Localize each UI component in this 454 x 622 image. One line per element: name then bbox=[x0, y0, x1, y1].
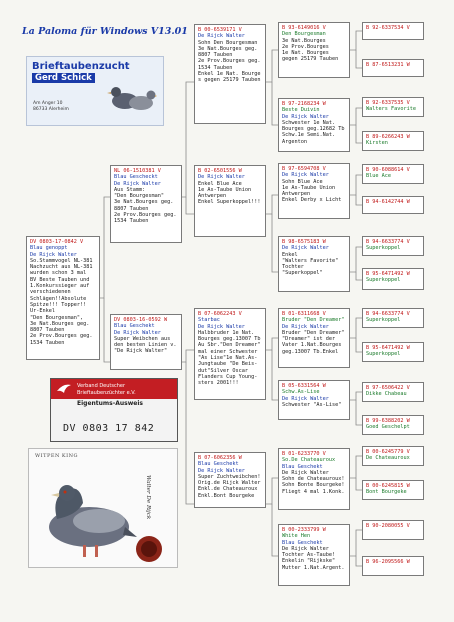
g4-7-ring: B 94-6633774 V bbox=[366, 239, 410, 245]
dam-ring: DV 0803-16-0592 W bbox=[114, 317, 168, 323]
g3-3-note: Sohn Blue Ace 1e As-Taube Union Antwerpen Enkel Derby x Licht bbox=[282, 178, 342, 204]
pedigree-dam bbox=[110, 314, 182, 370]
pedigree-g4-12 bbox=[362, 415, 424, 435]
g4-8-name: Superkoppel bbox=[366, 277, 401, 284]
pedigree-g4-7 bbox=[362, 236, 424, 256]
g4-14-ring: B 00-6245815 W bbox=[366, 483, 410, 489]
g3-3-breeder: De Rijck Walter bbox=[282, 172, 329, 179]
breeder-address-street: Am Anger 10 bbox=[33, 101, 63, 106]
pedigree-g4-11 bbox=[362, 382, 424, 402]
g3-1-note: 3e Nat.Bourges 2e Prov.Bourges 1e Nat. Bourges gegen 25179 Tauben bbox=[282, 37, 339, 63]
g3-2-name: Beste Duivin bbox=[282, 107, 320, 114]
pedigree-g4-9 bbox=[362, 308, 424, 328]
g4-10-name: Superkoppel bbox=[366, 351, 401, 358]
org-name-line-2: Brieftaubenzüchter e.V. bbox=[77, 390, 136, 396]
g4-9-ring: B 94-6633774 V bbox=[366, 311, 410, 317]
pigeon-photo-icon bbox=[37, 467, 137, 563]
pedigree-g3-5 bbox=[278, 308, 350, 368]
sire-sire-ring: B 00-6539171 V bbox=[198, 27, 242, 33]
pedigree-g4-14 bbox=[362, 480, 424, 500]
g3-7-breeder: Blau Geschekt bbox=[282, 463, 323, 470]
g3-7-ring: B 01-6233770 V bbox=[282, 451, 326, 457]
sire-sire-note: Sohn Den Bourgesman 3e Nat.Bourges geg. 8807 Tauben 2e Prov.Bourges geg. 1534 Tauben Enkel 1e Nat. Bourge s gegen 25179 Tauben bbox=[198, 39, 261, 84]
breeder-name: Gerd Schick bbox=[32, 73, 95, 83]
pedigree-subject bbox=[26, 236, 100, 360]
photo-card-caption: Walter De Rijck bbox=[145, 475, 151, 520]
subject-color: Blau genoppt bbox=[30, 245, 68, 252]
g4-9-name: Superkoppel bbox=[366, 317, 401, 324]
g4-4-name: Kirsten bbox=[366, 140, 388, 147]
sire-color: Blau Gescheckt bbox=[114, 174, 158, 181]
subject-note: So.Stammvogel NL-381 Nachzucht aus NL-381 wurden schon 3 mal BV Beste Tauben und 1.Konkurssieger auf verschiedenen Schlägen!!Absolute Spitze!!! Topper!! Ur-Enkel "Den Bourgesman", 3e Nat.Bourges geg. 8807 Tauben 2e Prov.Bourges geg. 1534 Tauben bbox=[30, 257, 93, 346]
g3-5-breeder: De Rijck Walter bbox=[282, 323, 329, 330]
g3-6-ring: B 05-6331564 W bbox=[282, 383, 326, 389]
g4-6-ring: B 94-6142744 W bbox=[366, 199, 410, 205]
g3-8-note: De Rijck Walter Tochter As-Taube! Enkelin "Rijkske" Mutter 1.Nat.Argent. bbox=[282, 545, 345, 571]
subject-breeder: De Rijck Walter bbox=[30, 251, 77, 258]
sire-dam-breeder: De Rijck Walter bbox=[198, 174, 245, 181]
software-title: La Paloma für Windows V13.01 bbox=[22, 26, 188, 37]
g4-10-ring: B 95-6471492 W bbox=[366, 345, 410, 351]
g3-8-name: White Hen bbox=[282, 533, 311, 540]
g3-5-name: Bruder "Den Dreamer" bbox=[282, 317, 345, 324]
breeder-heading: Brieftaubenzucht bbox=[32, 61, 130, 72]
pedigree-g4-2 bbox=[362, 59, 424, 77]
g3-8-breeder: Blau Geschekt bbox=[282, 539, 323, 546]
sire-dam-note: Enkel Blue Ace 1e As-Taube Union Antwerpen Enkel Superkoppel!!! bbox=[198, 180, 261, 206]
g3-7-note: De Rijck Walter Sohn de Chateauroux! Sohn Bonte Bourgeke! Fliegt 4 mal 1.Konk. bbox=[282, 469, 345, 495]
g4-2-ring: B 87-6513231 W bbox=[366, 62, 410, 68]
g4-13-name: De Chateauroux bbox=[366, 455, 410, 462]
sire-sire-breeder: De Rijck Walter bbox=[198, 33, 245, 40]
pedigree-g4-4 bbox=[362, 131, 424, 151]
dam-dam-ring: B 07-6062356 W bbox=[198, 455, 242, 461]
g3-3-ring: B 97-6594708 V bbox=[282, 166, 326, 172]
g4-15-ring: B 90-2080055 V bbox=[366, 523, 410, 529]
sire-note: Aus Stamm: "Den Bourgesman" 3e Nat.Bourges geg. 8807 Tauben 2e Prov.Bourges geg. 1534 Tauben bbox=[114, 186, 177, 225]
ownership-card-label: Eigentums-Ausweis bbox=[77, 400, 143, 407]
pedigree-dam-dam bbox=[194, 452, 266, 508]
wax-seal-icon bbox=[135, 535, 163, 563]
pedigree-sire-dam bbox=[194, 165, 266, 237]
dam-dam-note: Super Zuchtweibchen! Orig.de Rijck Walter Enkl.de Chateauroux Enkl.Bont Bourgeke bbox=[198, 473, 261, 499]
pedigree-sire bbox=[110, 165, 182, 243]
g4-12-name: Goed Geschelpt bbox=[366, 424, 410, 431]
g4-5-name: Blue Ace bbox=[366, 173, 391, 180]
dove-logo-icon bbox=[55, 381, 73, 397]
g3-5-note: Bruder "Den Dreamer" "Dreamer" ist der Vater 1.Nat.Bourges geg.13007 Tb.Enkel bbox=[282, 329, 345, 355]
pedigree-g4-8 bbox=[362, 268, 424, 290]
pedigree-g3-7 bbox=[278, 448, 350, 510]
pedigree-g4-5 bbox=[362, 164, 424, 184]
ownership-card-number: DV 0803 17 842 bbox=[63, 423, 155, 434]
g3-6-name: Schw.As-Lise bbox=[282, 389, 320, 396]
g4-3-name: Walters Favorite bbox=[366, 106, 416, 113]
g4-14-name: Bont Bourgeke bbox=[366, 489, 407, 496]
g4-8-ring: B 95-6471492 W bbox=[366, 271, 410, 277]
pedigree-g4-13 bbox=[362, 446, 424, 466]
g4-3-ring: B 92-6337535 V bbox=[366, 100, 410, 106]
g4-4-ring: B 89-6266243 W bbox=[366, 134, 410, 140]
g4-12-ring: B 99-6388202 W bbox=[366, 418, 410, 424]
photo-card-brand: WITPEN KING bbox=[35, 453, 79, 459]
sire-breeder: De Rijck Walter bbox=[114, 180, 161, 187]
pedigree-g4-10 bbox=[362, 342, 424, 362]
dam-note: Super Weibchen aus den besten Linien v. "De Rijck Walter" bbox=[114, 335, 177, 355]
g4-13-ring: B 00-6245779 V bbox=[366, 449, 410, 455]
pedigree-g3-6 bbox=[278, 380, 350, 420]
pedigree-g3-4 bbox=[278, 236, 350, 292]
pedigree-sire-sire bbox=[194, 24, 266, 124]
g4-7-name: Superkoppel bbox=[366, 245, 401, 252]
pedigree-g3-8 bbox=[278, 524, 350, 586]
g3-2-breeder: De Rijck Walter bbox=[282, 113, 329, 120]
dam-breeder: De Rijck Walter bbox=[114, 329, 161, 336]
breeder-address-city: 86733 Alerheim bbox=[33, 107, 69, 112]
g3-4-breeder: De Rijck Walter bbox=[282, 245, 329, 252]
g3-5-ring: B 01-6311668 V bbox=[282, 311, 326, 317]
dam-sire-color: Starbac bbox=[198, 317, 220, 324]
g3-7-name: So.De Chateauroux bbox=[282, 457, 336, 464]
pigeon-photo-card bbox=[28, 448, 178, 568]
g4-11-name: Dikke Chabeau bbox=[366, 391, 407, 398]
g4-1-ring: B 92-6337534 V bbox=[366, 25, 410, 31]
g3-4-note: Enkel "Walters Favorite" Tochter "Superkoppel" bbox=[282, 251, 339, 277]
g4-11-ring: B 97-6506422 V bbox=[366, 385, 410, 391]
g3-2-note: Schwester 1e Nat. Bourges geg.12682 Tb Schw.1e Semi.Nat. Argenton bbox=[282, 119, 345, 145]
dam-dam-breeder: De Rijck Walter bbox=[198, 467, 245, 474]
dam-sire-ring: B 07-6062243 V bbox=[198, 311, 242, 317]
pedigree-g4-15 bbox=[362, 520, 424, 540]
g3-6-note: Schwester "As-Lise" bbox=[282, 401, 342, 408]
pedigree-g3-1 bbox=[278, 22, 350, 78]
dam-sire-note: Halbbruder 1e Nat. Bourges geg.13007 Tb Au Sbr."Den Dreamer" mal einer Schwester "As Lise"1e Nat.As- Jungtaube "De Beis- dut"Silver Oscar Flanders Cup Young- sters 2001!!! bbox=[198, 329, 261, 387]
g4-16-ring: B 96-2095566 W bbox=[366, 559, 410, 565]
dam-dam-color: Blau Geschekt bbox=[198, 461, 239, 468]
g3-1-name: Den Bourgesman bbox=[282, 31, 326, 38]
g3-4-ring: B 98-6575183 W bbox=[282, 239, 326, 245]
org-name-line-1: Verband Deutscher bbox=[77, 383, 126, 389]
pedigree-g4-16 bbox=[362, 556, 424, 576]
g4-5-ring: B 90-6088614 V bbox=[366, 167, 410, 173]
dam-sire-breeder: De Rijck Walter bbox=[198, 323, 245, 330]
pedigree-g4-6 bbox=[362, 196, 424, 214]
pedigree-g4-3 bbox=[362, 97, 424, 117]
pedigree-g3-3 bbox=[278, 163, 350, 219]
g3-8-ring: B 00-2333799 W bbox=[282, 527, 326, 533]
sire-dam-ring: B 02-6501556 W bbox=[198, 168, 242, 174]
g3-1-ring: B 93-6149016 V bbox=[282, 25, 326, 31]
g3-6-breeder: De Rijck Walter bbox=[282, 395, 329, 402]
g3-2-ring: B 97-2168234 W bbox=[282, 101, 326, 107]
pedigree-dam-sire bbox=[194, 308, 266, 400]
subject-ring: DV 0803-17-0842 V bbox=[30, 239, 84, 245]
sire-ring: NL 06-1510381 V bbox=[114, 168, 161, 174]
ownership-card bbox=[50, 378, 178, 442]
dam-color: Blau Geschekt bbox=[114, 323, 155, 330]
pedigree-g4-1 bbox=[362, 22, 424, 40]
pedigree-g3-2 bbox=[278, 98, 350, 152]
